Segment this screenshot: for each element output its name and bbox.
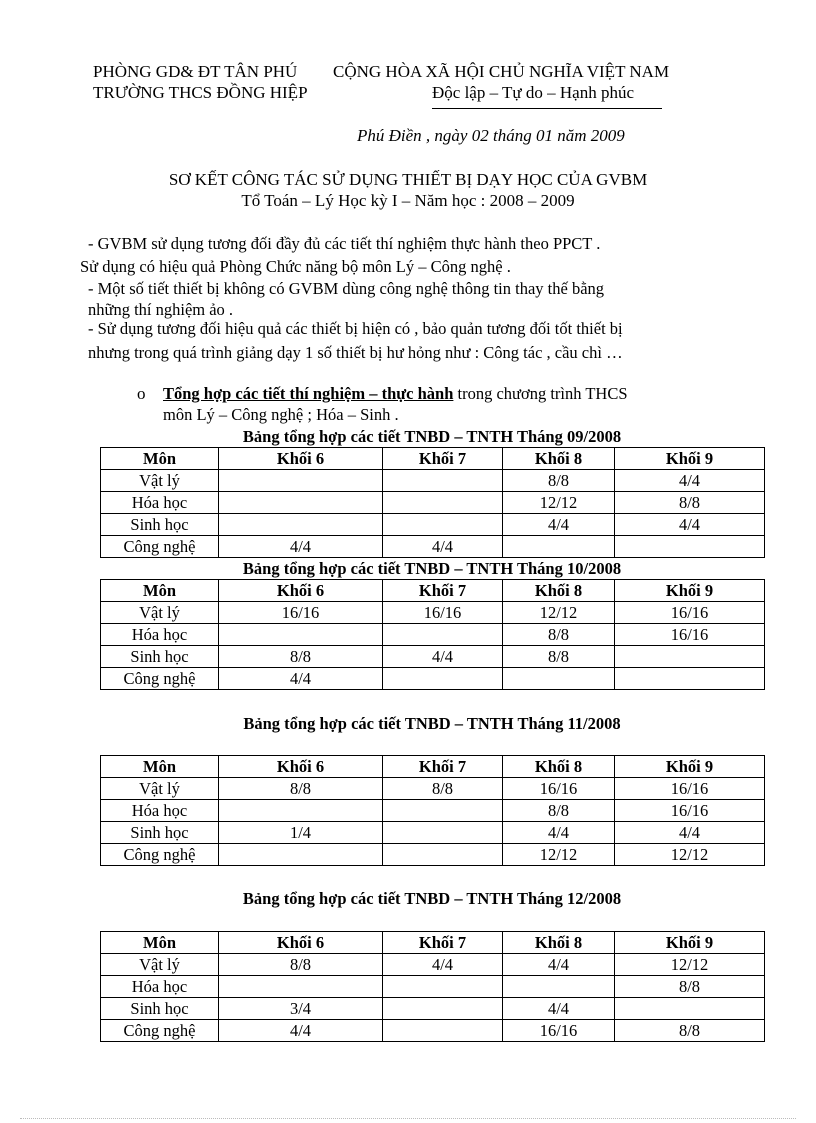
paragraph: Sử dụng có hiệu quả Phòng Chức năng bộ môn Lý – Công nghệ .: [80, 257, 511, 276]
motto-underline: [432, 108, 662, 109]
table-row: [101, 492, 765, 514]
value-cell: 16/16: [615, 602, 765, 624]
paragraph: - Sử dụng tương đối hiệu quả các thiết bị hiện có , bảo quản tương đối tốt thiết bị: [88, 319, 623, 338]
subject-cell: Hóa học: [101, 624, 219, 646]
value-cell: 12/12: [503, 602, 615, 624]
value-cell: [219, 844, 383, 866]
header-cell: Môn: [101, 448, 219, 470]
subject-cell: Công nghệ: [101, 1020, 219, 1042]
subject-cell: Sinh học: [101, 822, 219, 844]
value-cell: 4/4: [615, 470, 765, 492]
table-row: [101, 778, 765, 800]
table-caption-sep: Bảng tổng hợp các tiết TNBD – TNTH Tháng 09/2008: [242, 427, 622, 446]
value-cell: [383, 1020, 503, 1042]
value-cell: 8/8: [383, 778, 503, 800]
header-cell: Môn: [101, 756, 219, 778]
bullet-circle-icon: o: [137, 384, 146, 403]
table-header-row: [101, 448, 765, 470]
header-cell: Môn: [101, 580, 219, 602]
value-cell: [383, 624, 503, 646]
subject-cell: Vật lý: [101, 602, 219, 624]
value-cell: [219, 514, 383, 536]
header-cell: Khối 6: [219, 756, 383, 778]
value-cell: 4/4: [503, 822, 615, 844]
subject-cell: Sinh học: [101, 514, 219, 536]
value-cell: 16/16: [615, 778, 765, 800]
value-cell: 8/8: [219, 954, 383, 976]
table-row: [101, 514, 765, 536]
header-cell: Khối 6: [219, 932, 383, 954]
paragraph: - Một số tiết thiết bị không có GVBM dùng công nghệ thông tin thay thế bằng: [88, 279, 605, 298]
value-cell: 4/4: [503, 998, 615, 1020]
header-cell: Khối 9: [615, 580, 765, 602]
value-cell: 12/12: [615, 844, 765, 866]
value-cell: 16/16: [615, 624, 765, 646]
value-cell: [383, 514, 503, 536]
table-header-row: [101, 580, 765, 602]
header-cell: Khối 6: [219, 448, 383, 470]
value-cell: 4/4: [219, 536, 383, 558]
value-cell: 4/4: [383, 954, 503, 976]
value-cell: 3/4: [219, 998, 383, 1020]
value-cell: 8/8: [219, 646, 383, 668]
table-oct-2008: [100, 579, 765, 690]
value-cell: [615, 646, 765, 668]
subject-cell: Hóa học: [101, 492, 219, 514]
value-cell: 8/8: [615, 1020, 765, 1042]
value-cell: [383, 470, 503, 492]
department-name: PHÒNG GD& ĐT TÂN PHÚ: [93, 62, 298, 81]
table-row: [101, 668, 765, 690]
value-cell: [383, 998, 503, 1020]
value-cell: [383, 822, 503, 844]
header-cell: Khối 9: [615, 932, 765, 954]
report-title: SƠ KẾT CÔNG TÁC SỬ DỤNG THIẾT BỊ DẠY HỌC CỦA GVBM: [168, 170, 648, 189]
table-row: [101, 822, 765, 844]
value-cell: 8/8: [503, 624, 615, 646]
value-cell: 12/12: [615, 954, 765, 976]
header-cell: Khối 6: [219, 580, 383, 602]
table-caption-oct: Bảng tổng hợp các tiết TNBD – TNTH Tháng 10/2008: [242, 559, 622, 578]
value-cell: 16/16: [503, 778, 615, 800]
summary-rest: trong chương trình THCS: [453, 384, 628, 403]
school-name: TRƯỜNG THCS ĐỒNG HIỆP: [93, 83, 308, 102]
table-sep-2008: [100, 447, 765, 558]
value-cell: 16/16: [503, 1020, 615, 1042]
subject-cell: Công nghệ: [101, 668, 219, 690]
header-cell: Môn: [101, 932, 219, 954]
value-cell: 4/4: [383, 536, 503, 558]
table-row: [101, 602, 765, 624]
summary-line2: môn Lý – Công nghệ ; Hóa – Sinh .: [163, 405, 399, 424]
summary-line: [163, 384, 628, 404]
national-title: CỘNG HÒA XÃ HỘI CHỦ NGHĨA VIỆT NAM: [333, 62, 670, 81]
value-cell: 16/16: [383, 602, 503, 624]
subject-cell: Vật lý: [101, 778, 219, 800]
value-cell: 16/16: [615, 800, 765, 822]
summary-heading: Tổng hợp các tiết thí nghiệm – thực hành: [163, 384, 454, 403]
subject-cell: Vật lý: [101, 470, 219, 492]
value-cell: 4/4: [503, 954, 615, 976]
table-caption-nov: Bảng tổng hợp các tiết TNBD – TNTH Tháng 11/2008: [243, 714, 621, 733]
value-cell: 4/4: [219, 1020, 383, 1042]
value-cell: [383, 844, 503, 866]
value-cell: [383, 668, 503, 690]
value-cell: [219, 470, 383, 492]
value-cell: [383, 976, 503, 998]
table-nov-2008: [100, 755, 765, 866]
subject-cell: Sinh học: [101, 646, 219, 668]
value-cell: 8/8: [615, 492, 765, 514]
value-cell: 4/4: [615, 822, 765, 844]
subject-cell: Vật lý: [101, 954, 219, 976]
table-row: [101, 646, 765, 668]
paragraph: những thí nghiệm ảo .: [88, 300, 234, 319]
header-cell: Khối 8: [503, 932, 615, 954]
paragraph: nhưng trong quá trình giảng dạy 1 số thiết bị hư hỏng như : Công tác , cầu chì …: [88, 343, 623, 362]
header-cell: Khối 7: [383, 756, 503, 778]
value-cell: [219, 976, 383, 998]
header-cell: Khối 7: [383, 448, 503, 470]
value-cell: [615, 536, 765, 558]
value-cell: 16/16: [219, 602, 383, 624]
value-cell: 4/4: [503, 514, 615, 536]
value-cell: 4/4: [219, 668, 383, 690]
value-cell: [383, 492, 503, 514]
table-row: [101, 624, 765, 646]
value-cell: 1/4: [219, 822, 383, 844]
subject-cell: Công nghệ: [101, 536, 219, 558]
value-cell: 8/8: [219, 778, 383, 800]
value-cell: [219, 624, 383, 646]
table-row: [101, 536, 765, 558]
table-row: [101, 800, 765, 822]
table-row: [101, 954, 765, 976]
header-cell: Khối 9: [615, 448, 765, 470]
paragraph: - GVBM sử dụng tương đối đầy đủ các tiết thí nghiệm thực hành theo PPCT .: [88, 234, 601, 253]
national-motto: Độc lập – Tự do – Hạnh phúc: [432, 83, 634, 102]
page-footer-divider: [20, 1118, 796, 1119]
table-row: [101, 976, 765, 998]
value-cell: 4/4: [615, 514, 765, 536]
subject-cell: Sinh học: [101, 998, 219, 1020]
table-header-row: [101, 932, 765, 954]
table-dec-2008: [100, 931, 765, 1042]
subject-cell: Hóa học: [101, 976, 219, 998]
header-cell: Khối 8: [503, 756, 615, 778]
value-cell: 4/4: [383, 646, 503, 668]
header-cell: Khối 8: [503, 580, 615, 602]
value-cell: 8/8: [503, 800, 615, 822]
value-cell: 12/12: [503, 492, 615, 514]
value-cell: [383, 800, 503, 822]
date-line: Phú Điền , ngày 02 tháng 01 năm 2009: [357, 126, 625, 145]
report-subtitle: Tổ Toán – Lý Học kỳ I – Năm học : 2008 – 2009: [241, 191, 575, 210]
subject-cell: Hóa học: [101, 800, 219, 822]
header-cell: Khối 8: [503, 448, 615, 470]
value-cell: 8/8: [503, 646, 615, 668]
header-cell: Khối 7: [383, 932, 503, 954]
value-cell: [219, 492, 383, 514]
value-cell: [503, 536, 615, 558]
subject-cell: Công nghệ: [101, 844, 219, 866]
table-caption-dec: Bảng tổng hợp các tiết TNBD – TNTH Tháng 12/2008: [242, 889, 622, 908]
table-row: [101, 998, 765, 1020]
header-cell: Khối 7: [383, 580, 503, 602]
value-cell: [615, 668, 765, 690]
value-cell: [503, 976, 615, 998]
table-header-row: [101, 756, 765, 778]
value-cell: 8/8: [615, 976, 765, 998]
table-row: [101, 1020, 765, 1042]
table-row: [101, 844, 765, 866]
value-cell: [219, 800, 383, 822]
value-cell: 8/8: [503, 470, 615, 492]
value-cell: [503, 668, 615, 690]
table-row: [101, 470, 765, 492]
value-cell: 12/12: [503, 844, 615, 866]
header-cell: Khối 9: [615, 756, 765, 778]
value-cell: [615, 998, 765, 1020]
